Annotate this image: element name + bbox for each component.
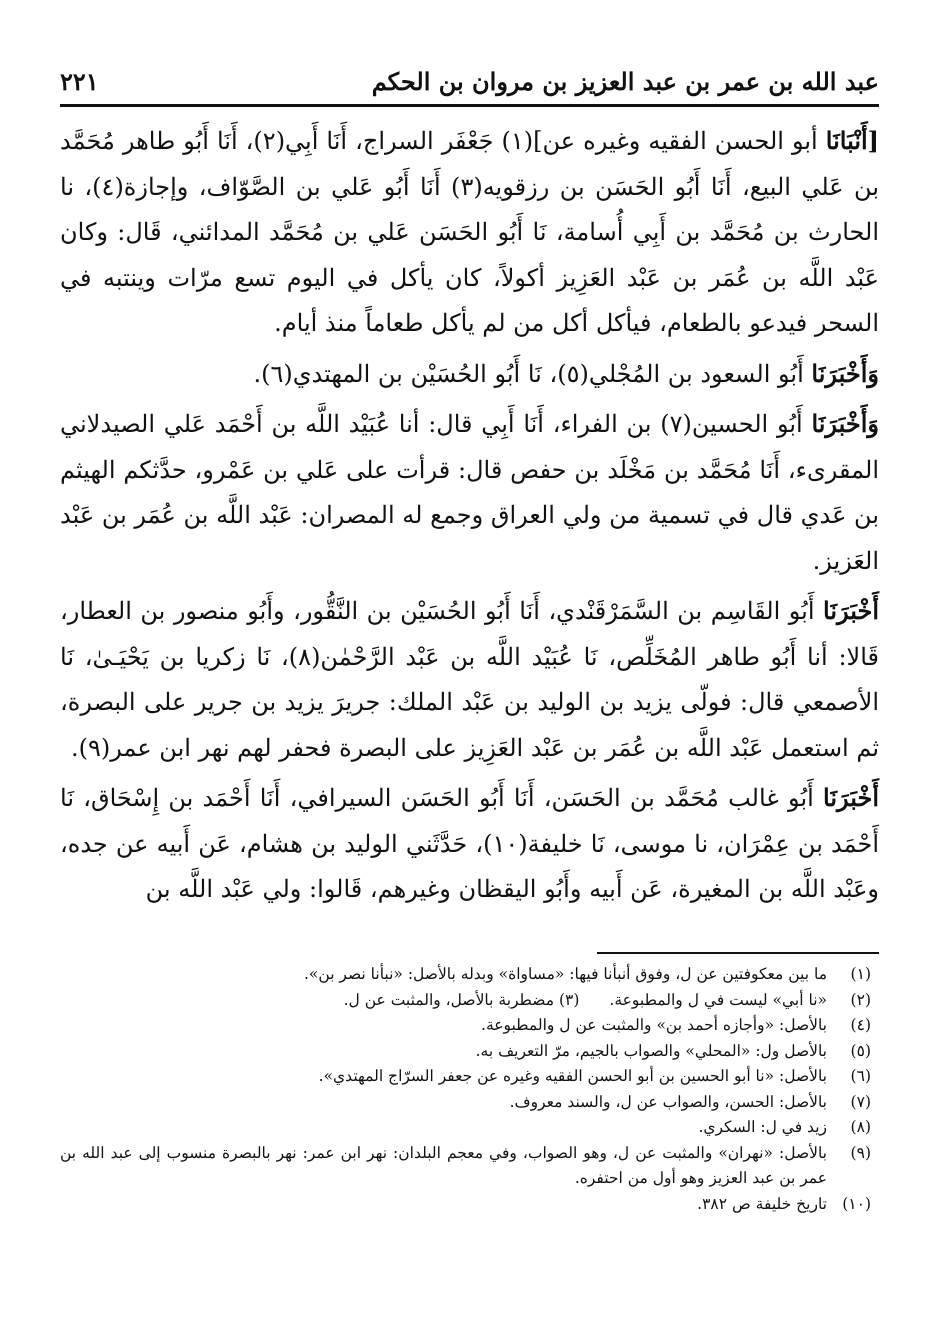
footnote-text: بالأصل: الحسن، والصواب عن ل، والسند معروف.	[509, 1092, 827, 1111]
footnote-text: تاريخ خليفة ص ٣٨٢.	[697, 1194, 827, 1213]
footnote-text: مضطربة بالأصل، والمثبت عن ل.	[343, 990, 555, 1009]
footnote-2	[60, 988, 879, 1014]
footnote-number: (٩)	[850, 1143, 871, 1162]
running-title: عبد الله بن عمر بن عبد العزيز بن مروان بن الحكم	[371, 66, 879, 96]
footnote-8	[60, 1115, 879, 1141]
page-number: ٢٢١	[60, 66, 99, 96]
paragraph-3	[60, 401, 879, 584]
footnote-6	[60, 1064, 879, 1090]
footnote-number: (١٠)	[842, 1194, 871, 1213]
footnote-text: بالأصل: «نا أبو الحسين بن أبو الحسن الفقيه وغيره عن جعفر السرّاج المهتدي».	[318, 1067, 827, 1085]
paragraph-2	[60, 351, 879, 398]
footnote-5	[60, 1039, 879, 1065]
footnotes	[60, 962, 879, 1217]
footnote-number: (٨)	[850, 1118, 871, 1136]
paragraph-lead: وَأَخْبَرَنَا	[811, 358, 879, 388]
footnote-4	[60, 1013, 879, 1039]
paragraph-lead: أَخْبَرَنَا	[823, 783, 879, 812]
footnote-number: (٤)	[850, 1016, 871, 1034]
footnote-number: (٥)	[850, 1041, 871, 1060]
paragraph-text: أَبُو القَاسِم بن السَّمَرْقَنْدي، أَنَا أَبُو الحُسَيْن بن النَّقُّور، وأَبُو منصور بن العطار، قَالا: أنا أَبُو طاهر المُخَلِّص، نَا عُبَيْد اللَّه بن عَبْد الرَّحْمٰن(٨)، نَا زكريا بن يَحْيَـىٰ، نَا الأصمعي قال: فولّى يزيد بن الوليد بن عَبْد الملك: جريرَ يزيد بن جرير على البصرة، ثم استعمل عَبْد اللَّه بن عُمَر بن عَبْد العَزِيز على البصرة فحفر لهم نهر ابن عمر(٩).	[60, 597, 879, 762]
footnote-7	[60, 1090, 879, 1116]
paragraph-5	[60, 775, 879, 913]
footnote-number: (١)	[850, 965, 871, 983]
footnote-text: «نا أبي» ليست في ل والمطبوعة.	[609, 990, 827, 1009]
footnote-text: بالأصل ول: «المحلي» والصواب بالجيم، مرّ التعريف به.	[475, 1041, 827, 1060]
footnote-number: (٣)	[558, 990, 580, 1009]
main-text	[60, 118, 879, 913]
paragraph-4	[60, 588, 879, 771]
footnote-text: ما بين معكوفتين عن ل، وفوق أنبأنا فيها: «مساواة» وبدله بالأصل: «نبأنا نصر بن».	[303, 965, 827, 983]
footnote-1	[60, 962, 879, 988]
footnote-10	[60, 1192, 879, 1218]
paragraph-text: أَبُو الحسين(٧) بن الفراء، أَنَا أَبِي قال: أنا عُبَيْد اللَّه بن أَحْمَد عَلي الصيدلاني المقرىء، أَنَا مُحَمَّد بن مَخْلَد بن حفص قال: قرأت على عَلي بن عَمْرو، حدَّثكم الهيثم بن عَدي قال في تسمية من ولي العراق وجمع له المصران: عَبْد اللَّه بن عُمَر بن عَبْد العَزيز.	[60, 410, 879, 575]
paragraph-text: أبو الحسن الفقيه وغيره عن](١) جَعْفَر السراج، أَنَا أَبِي(٢)، أَنَا أَبُو طاهر مُحَمَّد بن عَلي البيع، أَنَا أَبُو الحَسَن بن رزقويه(٣) أَنَا أَبُو عَلي بن الصَّوّاف، وإجازة(٤)، نا الحارث بن مُحَمَّد بن أَبِي أُسامة، نَا أَبُو الحَسَن عَلي بن مُحَمَّد المدائني، قَال: وكان عَبْد اللَّه بن عُمَر بن عَبْد العَزِيز أكولاً، كان يأكل في اليوم تسع مرّات وينتبه في السحر فيدعو بالطعام، فيأكل أكل من لم يأكل طعاماً منذ أيام.	[60, 127, 880, 337]
footnote-text-combined	[60, 988, 827, 1014]
page-header	[60, 60, 879, 102]
footnote-number: (٧)	[850, 1092, 871, 1111]
footnote-9	[60, 1141, 879, 1192]
paragraph-lead: [أَنْبَانَا	[825, 126, 880, 155]
paragraph-lead: أَخْبَرَنَا	[823, 596, 879, 625]
footnote-text: بالأصل: «نهران» والمثبت عن ل، وهو الصواب، وفي معجم البلدان: نهر ابن عمر: نهر بالبصرة منسوب إلى عبد الله بن عمر بن عبد العزيز وهو أول من احتفره.	[60, 1143, 827, 1187]
paragraph-lead: وَأَخْبَرَنَا	[811, 409, 880, 438]
header-rule	[60, 104, 879, 107]
footnote-rule	[597, 952, 879, 954]
footnote-number: (٢)	[850, 990, 871, 1009]
paragraph-text: أَبُو غالب مُحَمَّد بن الحَسَن، أَنَا أَبُو الحَسَن السيرافي، أَنَا أَحْمَد بن إِسْحَاق، نَا أَحْمَد بن عِمْرَان، نا موسى، نَا خليفة(١٠)، حَدَّثَني الوليد بن هشام، عَن أَبيه عن جده، وعَبْد اللَّه بن المغيرة، عَن أَبيه وأَبُو اليقظان وغيرهم، قَالوا: ولي عَبْد اللَّه بن	[60, 784, 879, 903]
footnote-number: (٦)	[850, 1067, 871, 1085]
paragraph-1	[60, 118, 879, 347]
footnote-text: بالأصل: «وأجازه أحمد بن» والمثبت عن ل والمطبوعة.	[481, 1016, 827, 1034]
footnote-text: زيد في ل: السكري.	[698, 1118, 827, 1136]
paragraph-text: أَبُو السعود بن المُجْلي(٥)، نَا أَبُو الحُسَيْن بن المهتدي(٦).	[253, 359, 812, 388]
